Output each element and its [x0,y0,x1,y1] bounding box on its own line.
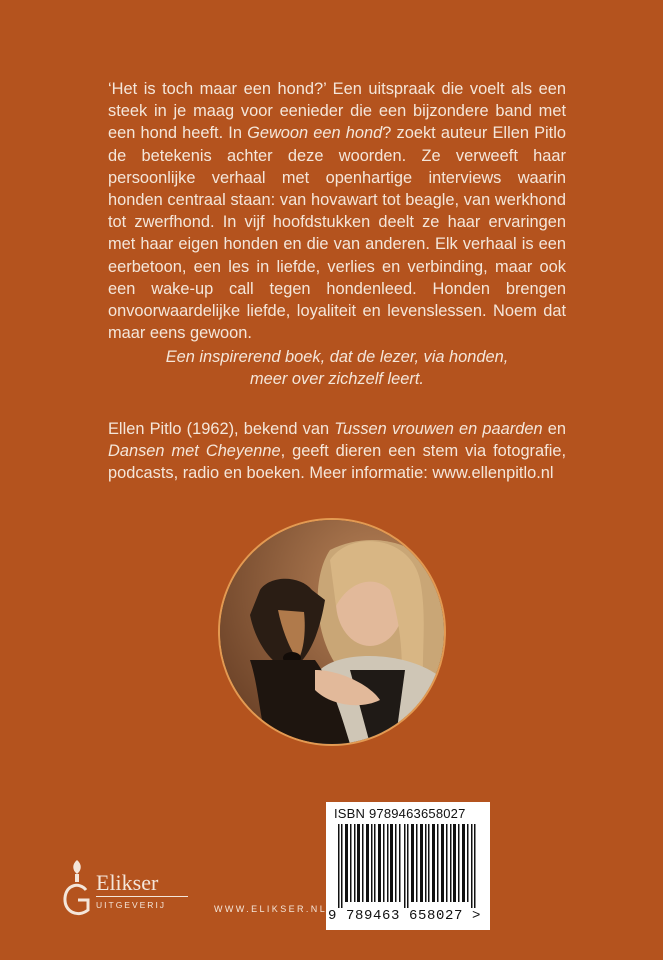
barcode-bars [332,824,484,908]
bio-book-title-1: Tussen vrouwen en paarden [334,420,543,438]
isbn-digits: 9 789463 658027 > [328,908,482,924]
isbn-label: ISBN 9789463658027 [334,806,466,821]
blurb-text-rest: ? zoekt auteur Ellen Pitlo de betekenis achter deze woorden. Ze verweeft haar persoonlijke verhaal met openhartige interviews waarin honden centraal staan: van hovawart tot beagle, van werkhond tot zwerfhond. In vijf hoofdstukken deelt ze haar ervaringen met haar eigen honden en die van anderen. Elk verhaal is een eerbetoon, een les in liefde, verlies en verbinding, maar ook een wake-up call tegen hondenleed. Honden brengen onvoorwaardelijke liefde, loyaliteit en levenslessen. Noem dat maar eens gewoon. [108,124,566,343]
publisher-name: Elikser [96,870,159,895]
author-portrait-photo [218,518,446,746]
quote-line-2: meer over zichzelf leert. [250,370,424,389]
author-bio [108,418,566,485]
bio-book-title-2: Dansen met Cheyenne [108,442,281,461]
bio-text-b: en [542,420,566,438]
publisher-logo [60,856,200,926]
portrait-illustration [220,520,444,744]
bio-paragraph [108,418,566,485]
quote-line-1: Een inspirerend boek, dat de lezer, via honden, [165,348,509,366]
back-cover-blurb [108,78,566,344]
bio-text-c: , geeft dieren een stem via fotografie, podcasts, radio en boeken. Meer informatie: www.ellenpitlo.nl [108,442,567,483]
publisher-subtitle: UITGEVERIJ [96,900,167,910]
tagline-quote [108,346,566,390]
blurb-text-start: ‘Het is toch maar een hond?’ Een uitspraak die voelt als een steek in je maag voor eenieder die een bijzondere band met een hond heeft. In [108,80,566,143]
isbn-barcode [326,802,490,930]
logo-divider [96,896,188,897]
book-title: Gewoon een hond [247,124,383,143]
publisher-website: WWW.ELIKSER.NL [214,904,328,914]
blurb-paragraph [108,78,566,344]
elikser-emblem-icon [60,856,94,926]
bio-text-a: Ellen Pitlo (1962), bekend van [108,420,335,438]
